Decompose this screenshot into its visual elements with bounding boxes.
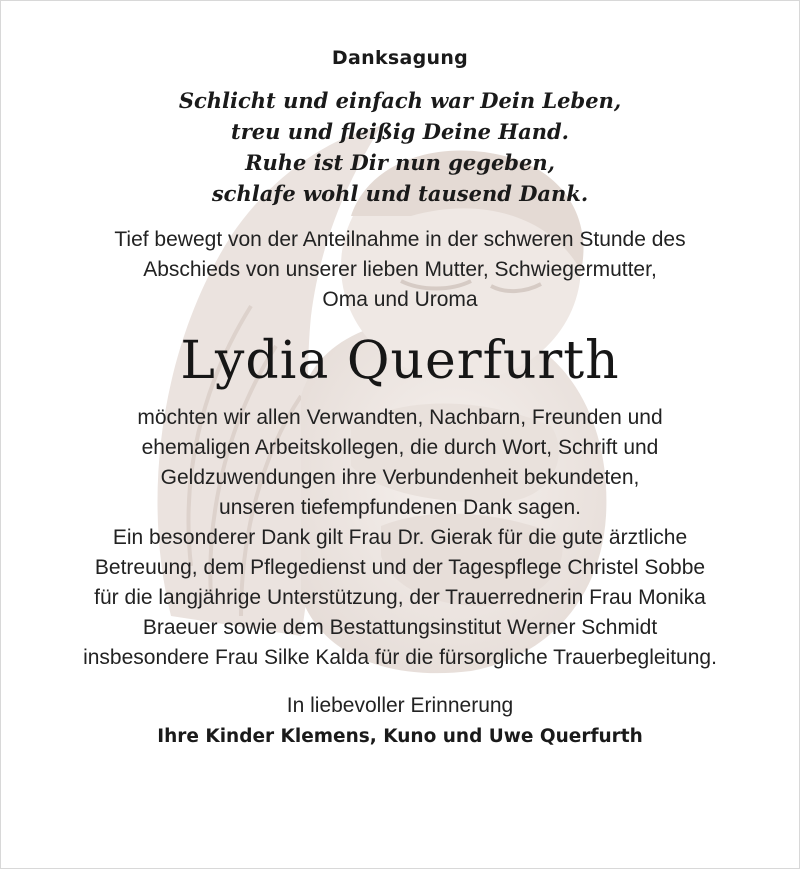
thanks-text [1,403,799,673]
poem-line: schlafe wohl und tausend Dank. [211,181,589,206]
body-line: unseren tiefempfundenen Dank sagen. [219,496,581,519]
poem-line: Schlicht und einfach war Dein Leben, [178,88,622,113]
intro-text [1,225,799,315]
body-line: möchten wir allen Verwandten, Nachbarn, Freunden und [137,406,663,429]
closing-line: In liebevoller Erinnerung [286,694,514,717]
intro-line: Oma und Uroma [322,288,478,311]
notice-heading: Danksagung [331,47,469,69]
body-line: ehemaligen Arbeitskollegen, die durch Wort, Schrift und [141,436,659,459]
deceased-name: Lydia Querfurth [180,331,620,391]
body-line: Betreuung, dem Pflegedienst und der Tagespflege Christel Sobbe [94,556,706,579]
memorial-poem [1,85,799,209]
notice-content [1,1,799,753]
body-line: Geldzuwendungen ihre Verbundenheit bekundeten, [160,466,640,489]
poem-line: treu und fleißig Deine Hand. [231,119,569,144]
body-line: Braeuer sowie dem Bestattungsinstitut Werner Schmidt [142,616,658,639]
body-line: insbesondere Frau Silke Kalda für die fürsorgliche Trauerbegleitung. [83,646,717,669]
signature: Ihre Kinder Klemens, Kuno und Uwe Querfurth [157,726,643,747]
body-line: Ein besonderer Dank gilt Frau Dr. Gierak für die gute ärztliche [112,526,688,549]
body-line: für die langjährige Unterstützung, der Trauerrednerin Frau Monika [94,586,706,609]
intro-line: Abschieds von unserer lieben Mutter, Schwiegermutter, [143,258,657,281]
intro-line: Tief bewegt von der Anteilnahme in der schweren Stunde des [114,228,686,251]
poem-line: Ruhe ist Dir nun gegeben, [245,150,555,175]
